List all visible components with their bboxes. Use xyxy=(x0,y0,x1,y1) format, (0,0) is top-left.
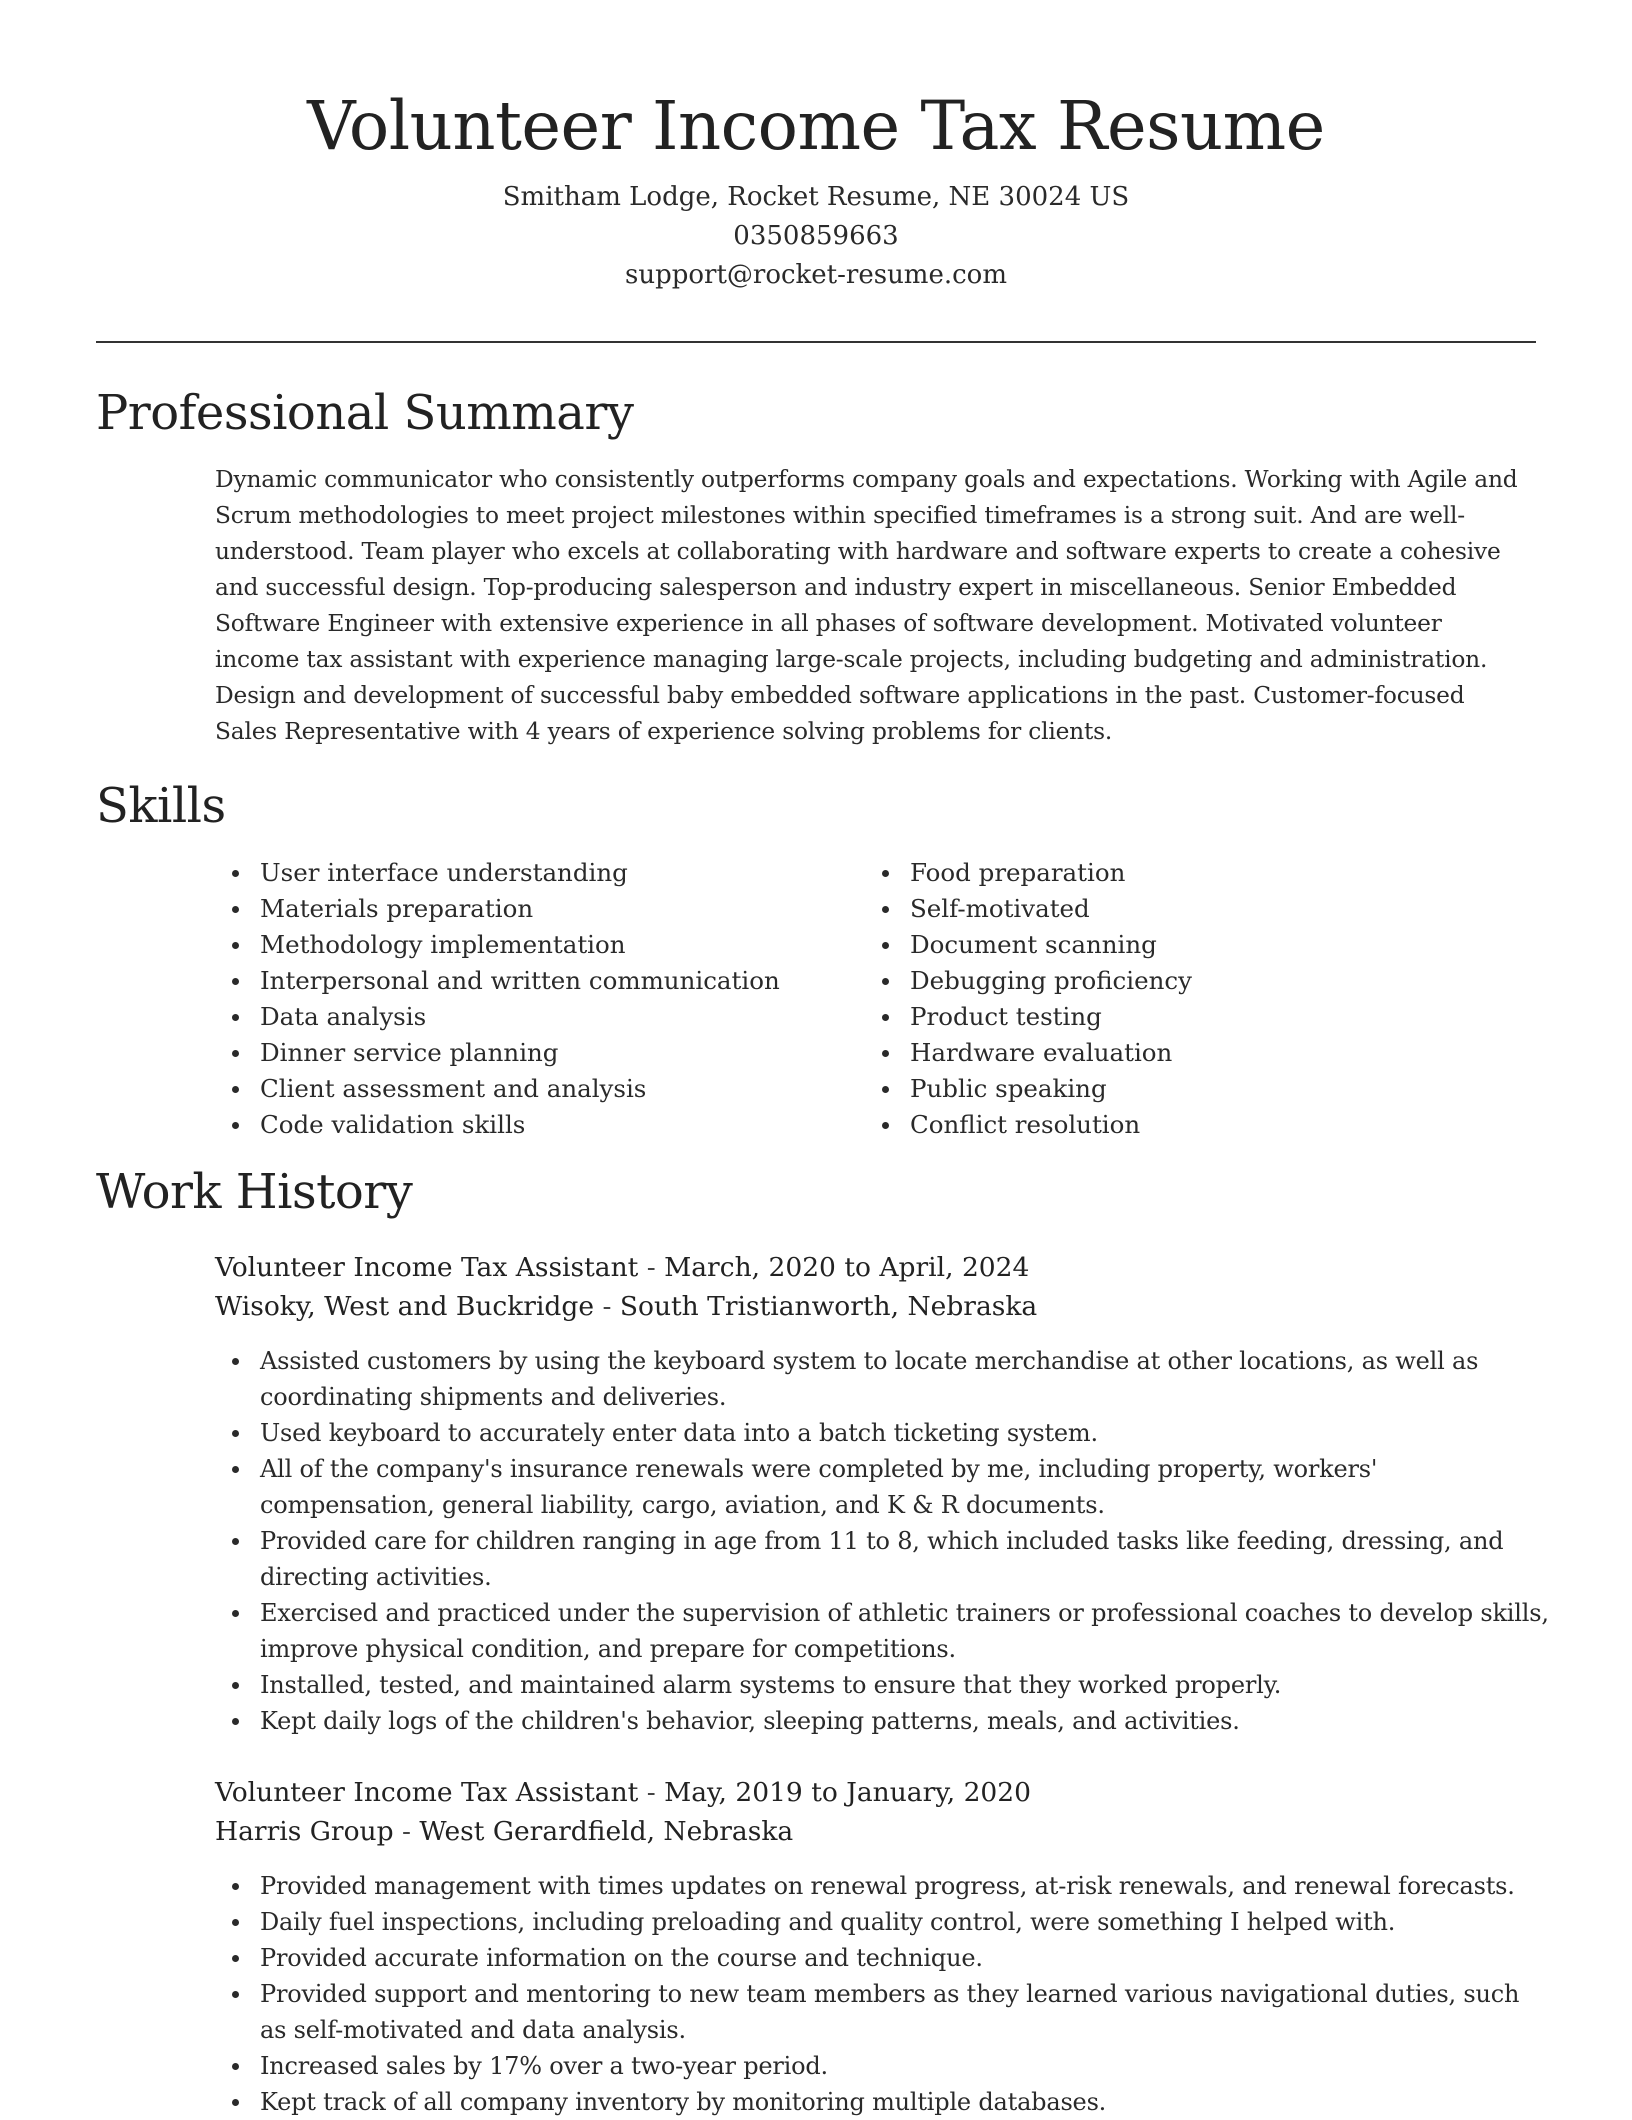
skill-item: User interface understanding xyxy=(215,855,835,891)
job-bullet: Installed, tested, and maintained alarm systems to ensure that they worked properly. xyxy=(215,1667,1550,1703)
skill-item: Conflict resolution xyxy=(865,1107,1485,1143)
header-divider xyxy=(96,341,1536,343)
job-bullet: Used keyboard to accurately enter data into a batch ticketing system. xyxy=(215,1415,1550,1451)
skill-item: Methodology implementation xyxy=(215,927,835,963)
contact-address: Smitham Lodge, Rocket Resume, NE 30024 US xyxy=(502,182,1130,212)
job-bullet: Daily fuel inspections, including preloading and quality control, were something I helped with. xyxy=(215,1904,1550,1940)
job-bullet: Increased sales by 17% over a two-year period. xyxy=(215,2048,1550,2084)
job-bullets xyxy=(215,1343,1550,1739)
job-title-line: Volunteer Income Tax Assistant - May, 2019 to January, 2020 xyxy=(215,1777,1032,1808)
job-bullet: Kept track of all company inventory by monitoring multiple databases. xyxy=(215,2084,1550,2120)
section-title-skills: Skills xyxy=(96,778,226,834)
skill-item: Debugging proficiency xyxy=(865,963,1485,999)
skills-list-right xyxy=(865,855,1485,1143)
job-company: Harris Group xyxy=(215,1816,394,1847)
job-dates: May, 2019 to January, 2020 xyxy=(664,1777,1032,1808)
job-company-line: Wisoky, West and Buckridge - South Tristianworth, Nebraska xyxy=(215,1291,1038,1322)
skill-item: Interpersonal and written communication xyxy=(215,963,835,999)
job-bullet: Provided management with times updates on renewal progress, at-risk renewals, and renewal forecasts. xyxy=(215,1868,1550,1904)
job-bullet: Exercised and practiced under the supervision of athletic trainers or professional coaches to develop skills, improve physical condition, and prepare for competitions. xyxy=(215,1595,1550,1667)
skill-item: Data analysis xyxy=(215,999,835,1035)
skill-item: Dinner service planning xyxy=(215,1035,835,1071)
section-title-summary: Professional Summary xyxy=(96,385,634,441)
skill-item: Hardware evaluation xyxy=(865,1035,1485,1071)
skill-item: Product testing xyxy=(865,999,1485,1035)
contact-email: support@rocket-resume.com xyxy=(624,260,1007,290)
job-bullet: Assisted customers by using the keyboard system to locate merchandise at other locations, as well as coordinating shipments and deliveries. xyxy=(215,1343,1550,1415)
job-dates: March, 2020 to April, 2024 xyxy=(664,1252,1030,1283)
job-bullet: All of the company's insurance renewals were completed by me, including property, workers' compensation, general liability, cargo, aviation, and K & R documents. xyxy=(215,1451,1550,1523)
skill-item: Self-motivated xyxy=(865,891,1485,927)
contact-block xyxy=(0,178,1632,295)
skill-item: Public speaking xyxy=(865,1071,1485,1107)
summary-text: Dynamic communicator who consistently outperforms company goals and expectations. Working with Agile and Scrum methodologies to meet project milestones within specified timeframes is a strong suit. And are well-understood. Team player who excels at collaborating with hardware and software experts to create a cohesive and successful design. Top-producing salesperson and industry expert in miscellaneous. Senior Embedded Software Engineer with extensive experience in all phases of software development. Motivated volunteer income tax assistant with experience managing large-scale projects, including budgeting and administration. Design and development of successful baby embedded software applications in the past. Customer-focused Sales Representative with 4 years of experience solving problems for clients. xyxy=(215,466,1518,745)
job-bullet: Provided support and mentoring to new team members as they learned various navigational duties, such as self-motivated and data analysis. xyxy=(215,1976,1550,2048)
job-company-line: Harris Group - West Gerardfield, Nebraska xyxy=(215,1816,794,1847)
job-location: South Tristianworth, Nebraska xyxy=(619,1291,1038,1322)
job-bullets xyxy=(215,1868,1550,2120)
section-title-work-history: Work History xyxy=(96,1164,413,1220)
job-role: Volunteer Income Tax Assistant xyxy=(215,1252,639,1283)
job-company: Wisoky, West and Buckridge xyxy=(215,1291,595,1322)
job-bullet: Kept daily logs of the children's behavior, sleeping patterns, meals, and activities. xyxy=(215,1703,1550,1739)
skill-item: Food preparation xyxy=(865,855,1485,891)
skill-item: Document scanning xyxy=(865,927,1485,963)
job-bullet: Provided accurate information on the course and technique. xyxy=(215,1940,1550,1976)
skills-list-left xyxy=(215,855,835,1143)
job-bullet: Provided care for children ranging in age from 11 to 8, which included tasks like feeding, dressing, and directing activities. xyxy=(215,1523,1550,1595)
skill-item: Materials preparation xyxy=(215,891,835,927)
job-title-line: Volunteer Income Tax Assistant - March, 2020 to April, 2024 xyxy=(215,1252,1030,1283)
job-location: West Gerardfield, Nebraska xyxy=(419,1816,794,1847)
resume-name: Volunteer Income Tax Resume xyxy=(307,87,1325,165)
contact-phone: 0350859663 xyxy=(733,221,899,251)
skill-item: Client assessment and analysis xyxy=(215,1071,835,1107)
job-role: Volunteer Income Tax Assistant xyxy=(215,1777,639,1808)
skill-item: Code validation skills xyxy=(215,1107,835,1143)
resume-header xyxy=(0,0,1632,295)
